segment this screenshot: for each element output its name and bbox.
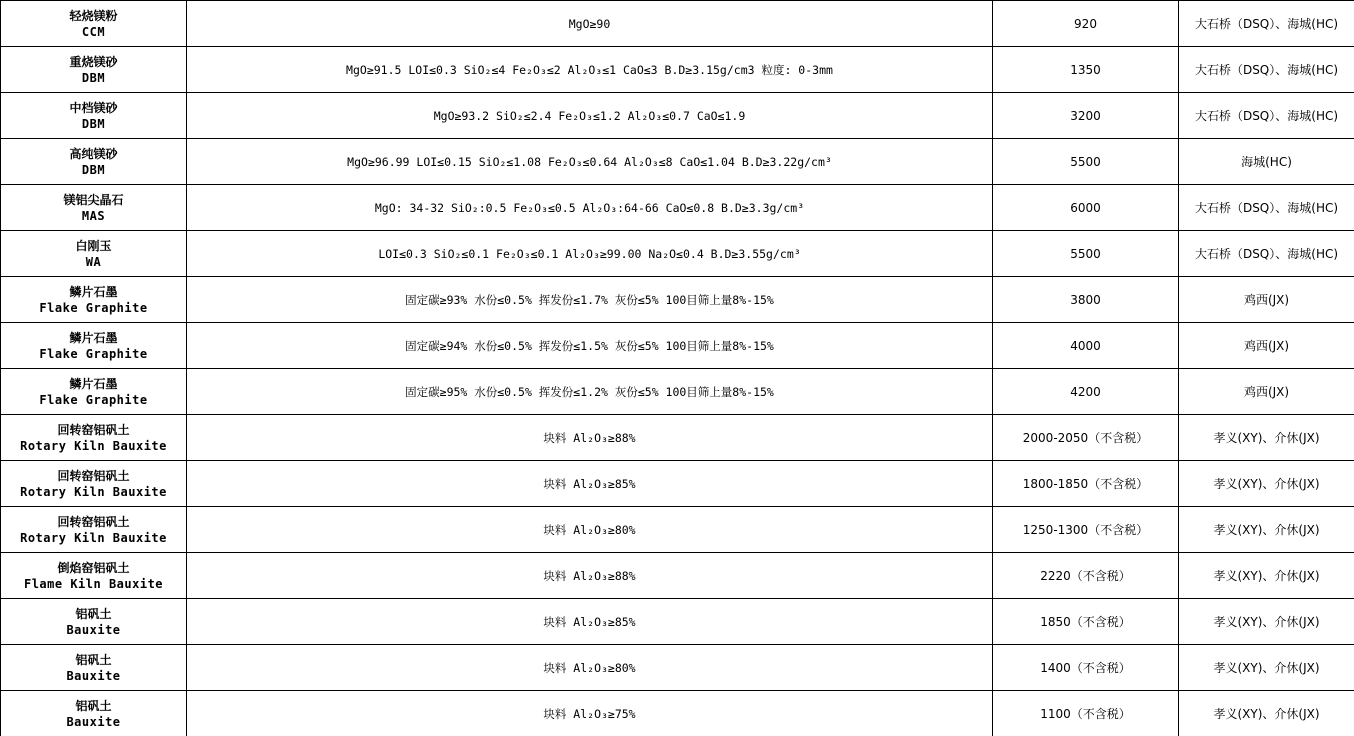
spec-cell: 块料 Al₂O₃≥80%	[187, 507, 993, 553]
price-cell: 1800-1850（不含税）	[993, 461, 1179, 507]
origin-cell: 孝义(XY)、介休(JX)	[1179, 599, 1354, 645]
price-table-body	[1, 1, 1354, 736]
product-name-cell	[1, 553, 187, 599]
origin-cell: 大石桥（DSQ）、海城(HC)	[1179, 47, 1354, 93]
product-name-en: Flake Graphite	[39, 300, 148, 315]
product-name-cn: 高纯镁砂	[69, 146, 118, 161]
origin-cell: 孝义(XY)、介休(JX)	[1179, 507, 1354, 553]
table-row	[1, 599, 1354, 645]
product-name-en: Rotary Kiln Bauxite	[20, 484, 167, 499]
price-cell: 2220（不含税）	[993, 553, 1179, 599]
product-name-cell	[1, 461, 187, 507]
product-name-cn: 铝矾土	[75, 652, 112, 667]
table-row	[1, 691, 1354, 736]
product-name-cell	[1, 139, 187, 185]
product-name-cell	[1, 507, 187, 553]
product-name-en: Rotary Kiln Bauxite	[20, 530, 167, 545]
spec-cell: 块料 Al₂O₃≥80%	[187, 645, 993, 691]
product-name-en: Bauxite	[66, 714, 121, 729]
product-name-cn: 铝矾土	[75, 698, 112, 713]
origin-cell: 海城(HC)	[1179, 139, 1354, 185]
product-name-cell	[1, 93, 187, 139]
product-name-en: Bauxite	[66, 668, 121, 683]
price-cell: 1250-1300（不含税）	[993, 507, 1179, 553]
product-name-cell	[1, 1, 187, 47]
table-row	[1, 645, 1354, 691]
product-name-cn: 鳞片石墨	[69, 330, 118, 345]
price-cell: 1350	[993, 47, 1179, 93]
price-cell: 920	[993, 1, 1179, 47]
product-name-cn: 中档镁砂	[69, 100, 118, 115]
price-cell: 3200	[993, 93, 1179, 139]
product-name-en: DBM	[81, 70, 106, 85]
product-name-en: Bauxite	[66, 622, 121, 637]
spec-cell: MgO: 34-32 SiO₂:0.5 Fe₂O₃≤0.5 Al₂O₃:64-66 CaO≤0.8 B.D≥3.3g/cm³	[187, 185, 993, 231]
spec-cell: MgO≥90	[187, 1, 993, 47]
spec-cell: MgO≥93.2 SiO₂≤2.4 Fe₂O₃≤1.2 Al₂O₃≤0.7 CaO≤1.9	[187, 93, 993, 139]
product-name-cell	[1, 645, 187, 691]
product-name-en: Flake Graphite	[39, 346, 148, 361]
table-row	[1, 415, 1354, 461]
price-cell: 6000	[993, 185, 1179, 231]
table-row	[1, 231, 1354, 277]
origin-cell: 孝义(XY)、介休(JX)	[1179, 461, 1354, 507]
product-name-cn: 倒焰窑铝矾土	[57, 560, 130, 575]
product-name-cn: 镁铝尖晶石	[63, 192, 124, 207]
origin-cell: 大石桥（DSQ）、海城(HC)	[1179, 93, 1354, 139]
price-cell: 4200	[993, 369, 1179, 415]
table-row	[1, 139, 1354, 185]
product-name-en: CCM	[81, 24, 106, 39]
product-name-cell	[1, 415, 187, 461]
spec-cell: 块料 Al₂O₃≥75%	[187, 691, 993, 736]
product-name-cn: 铝矾土	[75, 606, 112, 621]
spec-cell: 固定碳≥93% 水份≤0.5% 挥发份≤1.7% 灰份≤5% 100目筛上量8%-15%	[187, 277, 993, 323]
price-cell: 3800	[993, 277, 1179, 323]
origin-cell: 鸡西(JX)	[1179, 369, 1354, 415]
price-cell: 4000	[993, 323, 1179, 369]
product-name-cn: 回转窑铝矾土	[57, 468, 130, 483]
origin-cell: 鸡西(JX)	[1179, 277, 1354, 323]
price-cell: 5500	[993, 231, 1179, 277]
price-cell: 1850（不含税）	[993, 599, 1179, 645]
product-name-cn: 回转窑铝矾土	[57, 422, 130, 437]
origin-cell: 大石桥（DSQ）、海城(HC)	[1179, 231, 1354, 277]
origin-cell: 孝义(XY)、介休(JX)	[1179, 553, 1354, 599]
product-name-cn: 回转窑铝矾土	[57, 514, 130, 529]
product-name-cell	[1, 323, 187, 369]
table-row	[1, 185, 1354, 231]
product-name-cn: 轻烧镁粉	[69, 8, 118, 23]
product-name-cell	[1, 231, 187, 277]
spec-cell: 块料 Al₂O₃≥85%	[187, 461, 993, 507]
product-name-en: DBM	[81, 116, 106, 131]
table-row	[1, 507, 1354, 553]
product-name-en: Flame Kiln Bauxite	[23, 576, 164, 591]
product-name-cell	[1, 691, 187, 736]
price-cell: 1100（不含税）	[993, 691, 1179, 736]
origin-cell: 孝义(XY)、介休(JX)	[1179, 645, 1354, 691]
table-row	[1, 1, 1354, 47]
product-name-cn: 重烧镁砂	[69, 54, 118, 69]
spec-cell: MgO≥91.5 LOI≤0.3 SiO₂≤4 Fe₂O₃≤2 Al₂O₃≤1 CaO≤3 B.D≥3.15g/cm3 粒度: 0-3mm	[187, 47, 993, 93]
table-row	[1, 323, 1354, 369]
product-name-cn: 白刚玉	[75, 238, 112, 253]
table-row	[1, 277, 1354, 323]
table-row	[1, 47, 1354, 93]
product-name-en: DBM	[81, 162, 106, 177]
table-row	[1, 553, 1354, 599]
product-name-cell	[1, 47, 187, 93]
spec-cell: 固定碳≥95% 水份≤0.5% 挥发份≤1.2% 灰份≤5% 100目筛上量8%-15%	[187, 369, 993, 415]
product-name-cell	[1, 185, 187, 231]
product-name-cn: 鳞片石墨	[69, 284, 118, 299]
spec-cell: 块料 Al₂O₃≥88%	[187, 415, 993, 461]
table-row	[1, 461, 1354, 507]
spec-cell: LOI≤0.3 SiO₂≤0.1 Fe₂O₃≤0.1 Al₂O₃≥99.00 Na₂O≤0.4 B.D≥3.55g/cm³	[187, 231, 993, 277]
price-cell: 5500	[993, 139, 1179, 185]
origin-cell: 孝义(XY)、介休(JX)	[1179, 691, 1354, 736]
product-name-en: Rotary Kiln Bauxite	[20, 438, 167, 453]
origin-cell: 鸡西(JX)	[1179, 323, 1354, 369]
product-name-cell	[1, 369, 187, 415]
product-name-en: WA	[85, 254, 102, 269]
spec-cell: MgO≥96.99 LOI≤0.15 SiO₂≤1.08 Fe₂O₃≤0.64 Al₂O₃≤8 CaO≤1.04 B.D≥3.22g/cm³	[187, 139, 993, 185]
spec-cell: 块料 Al₂O₃≥88%	[187, 553, 993, 599]
product-name-en: Flake Graphite	[39, 392, 148, 407]
spec-cell: 块料 Al₂O₃≥85%	[187, 599, 993, 645]
product-name-cell	[1, 277, 187, 323]
origin-cell: 孝义(XY)、介休(JX)	[1179, 415, 1354, 461]
origin-cell: 大石桥（DSQ）、海城(HC)	[1179, 1, 1354, 47]
origin-cell: 大石桥（DSQ）、海城(HC)	[1179, 185, 1354, 231]
price-cell: 1400（不含税）	[993, 645, 1179, 691]
table-row	[1, 369, 1354, 415]
product-name-cn: 鳞片石墨	[69, 376, 118, 391]
spec-cell: 固定碳≥94% 水份≤0.5% 挥发份≤1.5% 灰份≤5% 100目筛上量8%-15%	[187, 323, 993, 369]
product-name-cell	[1, 599, 187, 645]
price-cell: 2000-2050（不含税）	[993, 415, 1179, 461]
product-name-en: MAS	[81, 208, 106, 223]
table-row	[1, 93, 1354, 139]
